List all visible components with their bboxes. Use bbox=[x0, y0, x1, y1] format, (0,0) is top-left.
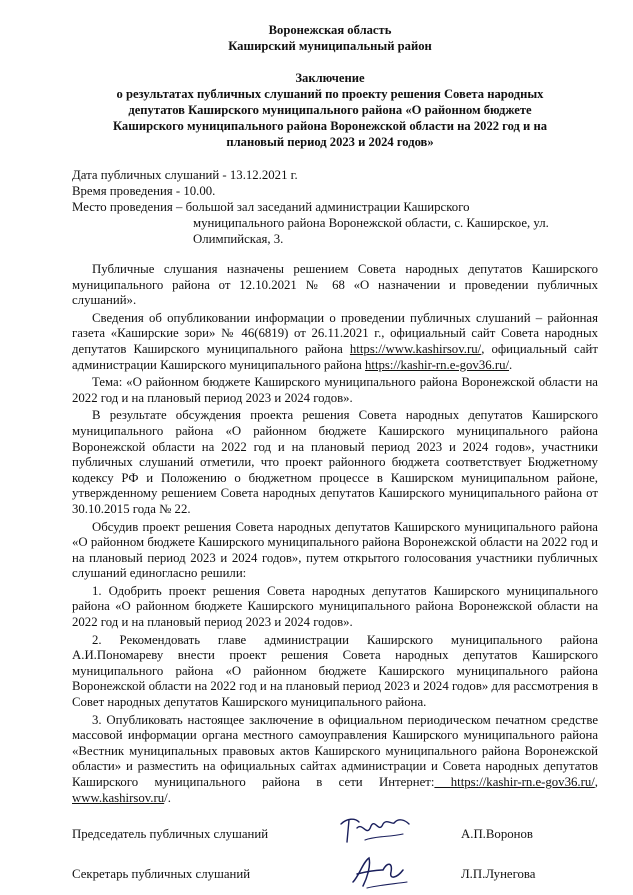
chair-signature-image bbox=[335, 810, 415, 850]
paragraph-topic: Тема: «О районном бюджете Каширского муниципального района Воронежской области на 2022 год и на плановый период 2023 и 2024 годов». bbox=[72, 375, 598, 405]
decision-3-text: 3. Опубликовать настоящее заключение в официальном периодическом печатном средстве массовой информации органа местного самоуправления Каширского муниципального района «Вестник муниципальных правовых актов Каширского муниципального района Воронежской области» и разместить на официальных сайтах администрации и Совета народных депутатов Каширского муниципального района в сети Интернет: bbox=[72, 712, 598, 789]
chair-role: Председатель публичных слушаний bbox=[72, 827, 269, 841]
decision-3-end: /. bbox=[164, 790, 171, 805]
paragraph-decision-2: 2. Рекомендовать главе администрации Каширского муниципального района А.И.Пономареву внести проект решения Совета народных депутатов Каширского муниципального района «О районном бюджете Каширского муниципального района Воронежской области на 2022 год и на плановый период 2023 и 2024 годов» для рассмотрения в Совет народных депутатов Каширского муниципального района. bbox=[72, 632, 598, 710]
header-district: Каширский муниципальный район bbox=[228, 39, 432, 53]
kashirsov-link-2[interactable]: www.kashirsov.ru bbox=[72, 790, 165, 805]
paragraph-publication bbox=[72, 311, 598, 373]
kashir-rn-link[interactable]: https://kashir-rn.e-gov36.ru/ bbox=[365, 357, 510, 372]
publication-text: Сведения об опубликовании информации о проведении публичных слушаний – районная газета «Каширские зори» № 46(6819) от 26.11.2021 г., официальный сайт Совета народных депутатов Каширского муниципального района bbox=[72, 310, 598, 356]
kashirsov-link[interactable]: https://www.kashirsov.ru/ bbox=[349, 341, 482, 356]
paragraph-decision-3 bbox=[72, 713, 598, 807]
hearing-date: Дата публичных слушаний - 13.12.2021 г. bbox=[72, 168, 298, 182]
kashir-rn-link-2[interactable]: https://kashir-rn.e-gov36.ru/ bbox=[434, 775, 595, 789]
secretary-name: Л.П.Лунегова bbox=[461, 867, 536, 881]
hearing-place-cont-1: муниципального района Воронежской области, с. Каширское, ул. bbox=[193, 216, 549, 230]
hearing-place: Место проведения – большой зал заседаний администрации Каширского bbox=[72, 200, 470, 214]
document-title: Заключение bbox=[295, 71, 365, 85]
chair-name: А.П.Воронов bbox=[461, 827, 533, 841]
hearing-place-cont-2: Олимпийская, 3. bbox=[193, 232, 284, 246]
paragraph-decision-intro: Обсудив проект решения Совета народных депутатов Каширского муниципального района «О районном бюджете Каширского муниципального района Воронежской области на 2022 год и на плановый период 2023 и 2024 годов», путем открытого голосования участники публичных слушаний единогласно решили: bbox=[72, 519, 598, 581]
hearing-time: Время проведения - 10.00. bbox=[72, 184, 216, 198]
secretary-role: Секретарь публичных слушаний bbox=[72, 867, 251, 881]
subject-line-4: плановый период 2023 и 2024 годов» bbox=[226, 135, 434, 149]
document-body bbox=[72, 262, 598, 808]
decision-3-sep: , bbox=[594, 775, 598, 789]
publication-end: . bbox=[509, 357, 513, 372]
header-region: Воронежская область bbox=[268, 23, 392, 37]
subject-line-2: депутатов Каширского муниципального района «О районном бюджете bbox=[128, 103, 532, 117]
subject-line-3: Каширского муниципального района Воронежской области на 2022 год и на bbox=[112, 119, 548, 133]
paragraph-appointment: Публичные слушания назначены решением Совета народных депутатов Каширского муниципального района от 12.10.2021 № 68 «О назначении и проведении публичных слушаний». bbox=[72, 262, 598, 308]
publication-mid: , официальный сайт администрации Каширского муниципального района bbox=[72, 341, 598, 372]
paragraph-decision-1: 1. Одобрить проект решения Совета народных депутатов Каширского муниципального района «О районном бюджете Каширского муниципального района Воронежской области на 2022 год и на плановый период 2023 и 2024 годов». bbox=[72, 583, 598, 630]
paragraph-discussion: В результате обсуждения проекта решения Совета народных депутатов Каширского муниципального района «О районном бюджете Каширского муниципального района Воронежской области на 2022 год и на плановый период 2023 и 2024 годов», участники публичных слушаний отметили, что проект районного бюджета соответствует Бюджетному кодексу РФ и Положению о бюджетном процессе в Каширском муниципальном районе, утвержденному решением Совета народных депутатов Каширского муниципального района от 30.10.2015 года № 22. bbox=[72, 408, 598, 516]
secretary-signature-image bbox=[345, 852, 415, 892]
subject-line-1: о результатах публичных слушаний по проекту решения Совета народных bbox=[116, 87, 544, 101]
